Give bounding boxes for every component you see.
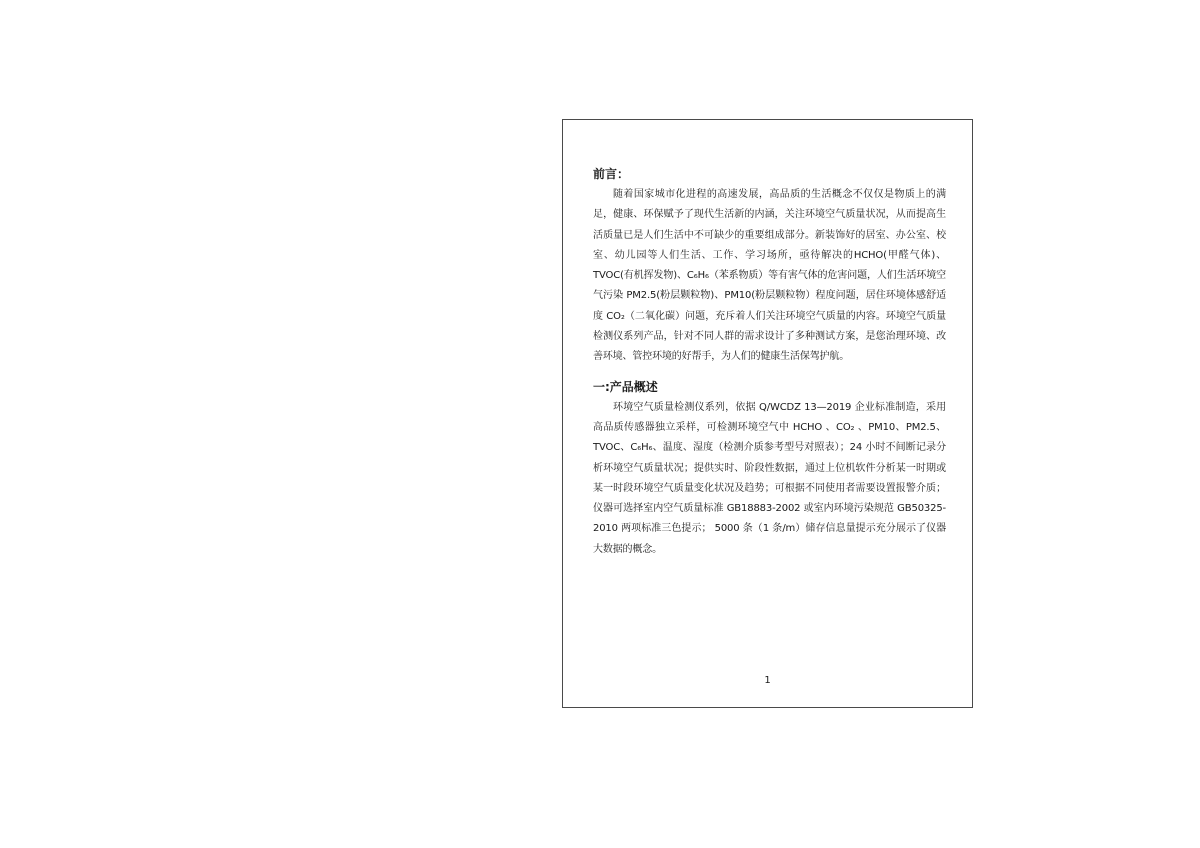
- page-number: 1: [764, 675, 771, 686]
- document-page: [562, 119, 973, 708]
- product-overview-paragraph: 环境空气质量检测仪系列，依据 Q/WCDZ 13—2019 企业标准制造，采用高品质传感器独立采样，可检测环境空气中 HCHO 、CO₂ 、PM10、PM2.5、TVOC、C₆H₆、温度、湿度（检测介质参考型号对照表）；24 小时不间断记录分析环境空气质量状况；提供实时、阶段性数据，通过上位机软件分析某一时期或某一时段环境空气质量变化状况及趋势；可根据不同使用者需要设置报警介质；仪器可选择室内空气质量标准 GB18883-2002 或室内环境污染规范 GB50325-2010 两项标准三色提示； 5000 条（1 条/m）储存信息量提示充分展示了仪器大数据的概念。: [593, 401, 946, 555]
- preface-paragraph: 随着国家城市化进程的高速发展，高品质的生活概念不仅仅是物质上的满足，健康、环保赋予了现代生活新的内涵，关注环境空气质量状况，从而提高生活质量已是人们生活中不可缺少的重要组成部分。新装饰好的居室、办公室、校室、幼儿园等人们生活、工作、学习场所，亟待解决的HCHO(甲醛气体)、TVOC(有机挥发物)、C₆H₆（苯系物质）等有害气体的危害问题，人们生活环境空气污染 PM2.5(粉层颗粒物)、PM10(粉层颗粒物）程度问题，居住环境体感舒适度 CO₂（二氧化碳）问题，充斥着人们关注环境空气质量的内容。环境空气质量检测仪系列产品，针对不同人群的需求设计了多种测试方案，是您治理环境、改善环境、管控环境的好帮手，为人们的健康生活保驾护航。: [593, 189, 946, 363]
- page-content: [593, 166, 946, 560]
- preface-heading: 前言：: [593, 167, 630, 181]
- product-overview-heading: 一:产品概述: [593, 379, 658, 394]
